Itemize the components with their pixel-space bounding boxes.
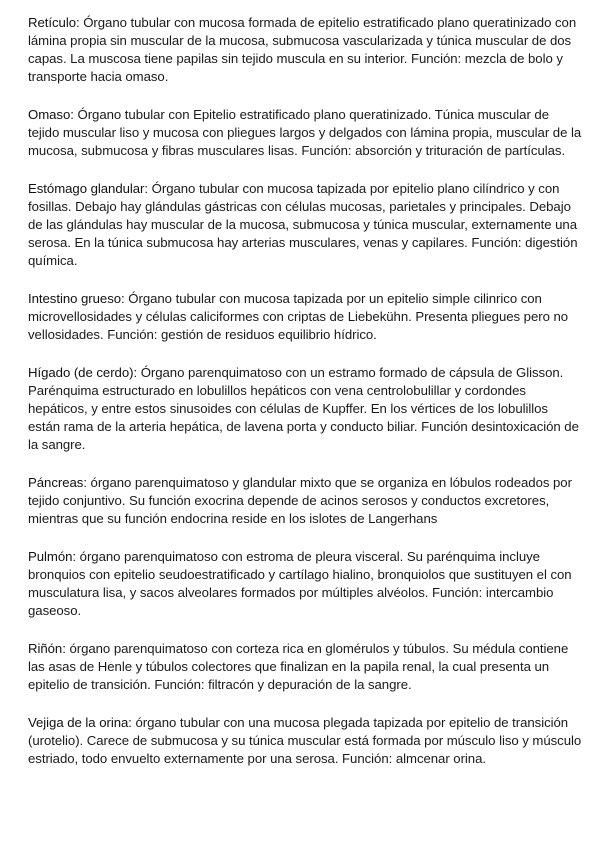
entry-separator: : xyxy=(128,715,136,730)
entry-text: Órgano tubular con mucosa formada de epitelio estratificado plano queratinizado con lámina propia sin muscular de la mucosa, submucosa vascularizada y túnica muscular de dos capas. La muscosa tiene papilas sin tejido muscula en su interior. Función: mezcla de bolo y transporte hacia omaso. xyxy=(28,15,577,84)
entry-term: Páncreas xyxy=(28,475,84,490)
entry-reticulo xyxy=(28,14,582,86)
entry-term: Retículo xyxy=(28,15,76,30)
entry-separator: : xyxy=(62,641,70,656)
entry-separator: : xyxy=(75,15,84,30)
entry-text: Órgano tubular con mucosa tapizada por epitelio plano cilíndrico y con fosillas. Debajo hay glándulas gástricas con células mucosas, parietales y principales. Debajo de las glándulas hay muscular de la mucosa, submucosa y túnica muscular, externamente una serosa. En la túnica submucosa hay arterias musculares, venas y capilares. Función: digestión química. xyxy=(28,181,578,268)
entry-term: Omaso xyxy=(28,107,71,122)
entry-pulmon xyxy=(28,548,582,620)
entry-text: órgano parenquimatoso con corteza rica en glomérulos y túbulos. Su médula contiene las asas de Henle y túbulos colectores que finalizan en la papila renal, la cual presenta un epitelio de transición. Función: filtracón y depuración de la sangre. xyxy=(28,641,569,692)
entry-text: Órgano tubular con mucosa tapizada por un epitelio simple cilinrico con microvellosidades y células caliciformes con criptas de Liebekühn. Presenta pliegues pero no vellosidades. Función: gestión de residuos equilibrio hídrico. xyxy=(28,291,569,342)
entry-text: órgano parenquimatoso con estroma de pleura visceral. Su parénquima incluye bronquios con epitelio seudoestratificado y cartílago hialino, bronquiolos que sustituyen el con musculatura lisa, y sacos alveolares formados por múltiples alvéolos. Función: intercambio gaseoso. xyxy=(28,549,572,618)
entry-separator: : xyxy=(72,549,80,564)
entry-pancreas xyxy=(28,474,582,528)
entry-term: Intestino grueso xyxy=(28,291,122,306)
entry-separator: : xyxy=(144,181,152,196)
entry-text: Órgano parenquimatoso con un estramo formado de cápsula de Glisson. Parénquima estructurado en lobulillos hepáticos con vena centrolobulillar y cordondes hepáticos, y entre estos sinusoides con células de Kupffer. En los vértices de los lobulillos están rama de la arteria hepática, de lavena porta y conducto biliar. Función desintoxicación de la sangre. xyxy=(28,365,579,452)
entry-text: órgano parenquimatoso y glandular mixto que se organiza en lóbulos rodeados por tejido conjuntivo. Su función exocrina depende de acinos serosos y conductos excretores, mientras que su función endocrina reside en los islotes de Langerhans xyxy=(28,475,572,526)
entry-higado xyxy=(28,364,582,454)
entry-separator: : xyxy=(133,365,141,380)
entry-separator: : xyxy=(83,475,91,490)
entry-separator: : xyxy=(121,291,129,306)
entry-term: Pulmón xyxy=(28,549,73,564)
entry-rinon xyxy=(28,640,582,694)
entry-term: Estómago glandular xyxy=(28,181,145,196)
entry-omaso xyxy=(28,106,582,160)
entry-term: Riñón xyxy=(28,641,63,656)
entry-term: Vejiga de la orina xyxy=(28,715,129,730)
entry-term: Hígado (de cerdo) xyxy=(28,365,134,380)
entry-estomago-glandular xyxy=(28,180,582,270)
entry-intestino-grueso xyxy=(28,290,582,344)
entry-text: órgano tubular con una mucosa plegada tapizada por epitelio de transición (urotelio). Carece de submucosa y su túnica muscular está formada por músculo liso y músculo estriado, todo envuelto externamente por una serosa. Función: almcenar orina. xyxy=(28,715,582,766)
entry-vejiga-de-la-orina xyxy=(28,714,582,768)
entry-separator: : xyxy=(70,107,78,122)
entry-text: Órgano tubular con Epitelio estratificado plano queratinizado. Túnica muscular de tejido muscular liso y mucosa con pliegues largos y delgados con lámina propia, muscular de la mucosa, submucosa y fibras musculares lisas. Función: absorción y trituración de partículas. xyxy=(28,107,582,158)
